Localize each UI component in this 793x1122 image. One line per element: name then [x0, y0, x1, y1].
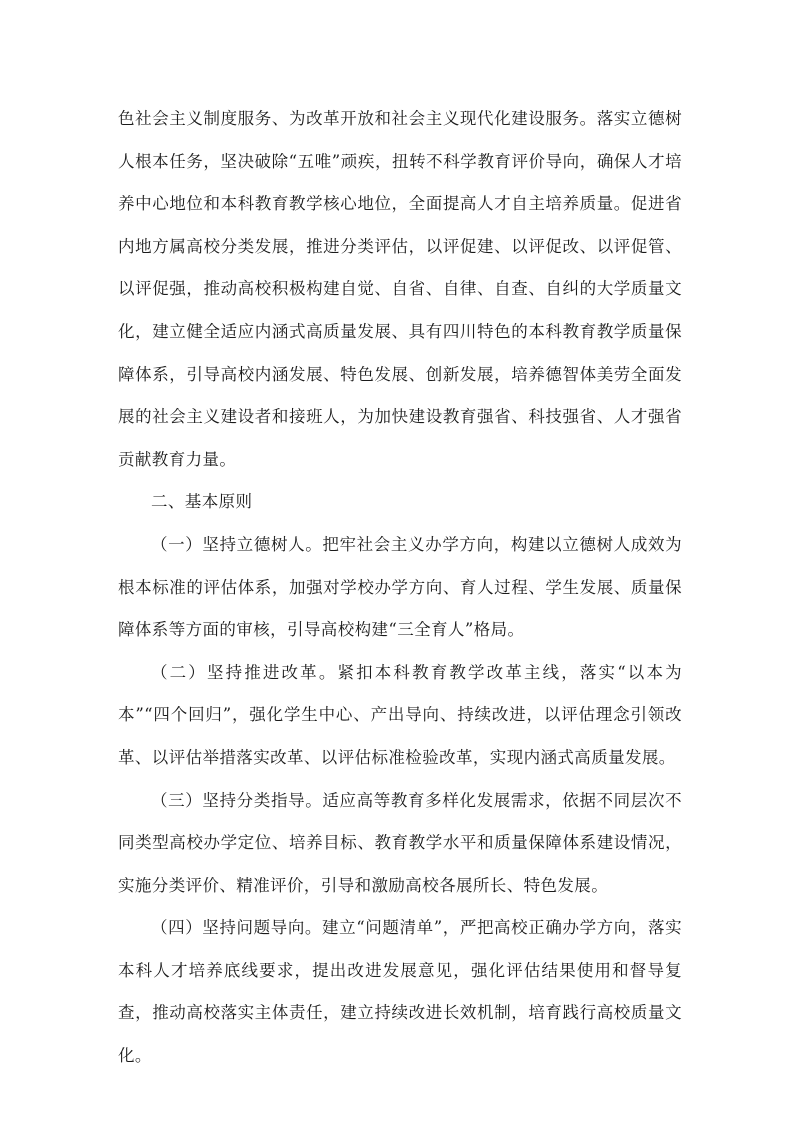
paragraph-intro-continued: 色社会主义制度服务、为改革开放和社会主义现代化建设服务。落实立德树人根本任务，坚决破除“五唯”顽疾，扭转不科学教育评价导向，确保人才培养中心地位和本科教育教学核心地位，全面提高人才自主培养质量。促进省内地方属高校分类发展，推进分类评估，以评促建、以评促改、以评促管、以评促强，推动高校积极构建自觉、自省、自律、自查、自纠的大学质量文化，建立健全适应内涵式高质量发展、具有四川特色的本科教育教学质量保障体系，引导高校内涵发展、特色发展、创新发展，培养德智体美劳全面发展的社会主义建设者和接班人，为加快建设教育强省、科技强省、人才强省贡献教育力量。 — [118, 109, 682, 469]
document-body — [118, 98, 682, 1078]
paragraph-principle-3: （三）坚持分类指导。适应高等教育多样化发展需求，依据不同层次不同类型高校办学定位、培养目标、教育教学水平和质量保障体系建设情况，实施分类评价、精准评价，引导和激励高校各展所长、特色发展。 — [118, 790, 682, 895]
section-heading-basic-principles: 二、基本原则 — [151, 492, 253, 512]
paragraph-principle-2: （二）坚持推进改革。紧扣本科教育教学改革主线，落实“以本为本”“四个回归”，强化学生中心、产出导向、持续改进，以评估理念引领改革、以评估举措落实改革、以评估标准检验改革，实现内涵式高质量发展。 — [118, 662, 682, 767]
paragraph-principle-1: （一）坚持立德树人。把牢社会主义办学方向，构建以立德树人成效为根本标准的评估体系，加强对学校办学方向、育人过程、学生发展、质量保障体系等方面的审核，引导高校构建“三全育人”格局。 — [118, 534, 682, 640]
paragraph-principle-4: （四）坚持问题导向。建立“问题清单”，严把高校正确办学方向，落实本科人才培养底线要求，提出改进发展意见，强化评估结果使用和督导复查，推动高校落实主体责任，建立持续改进长效机制，培育践行高校质量文化。 — [118, 918, 682, 1066]
